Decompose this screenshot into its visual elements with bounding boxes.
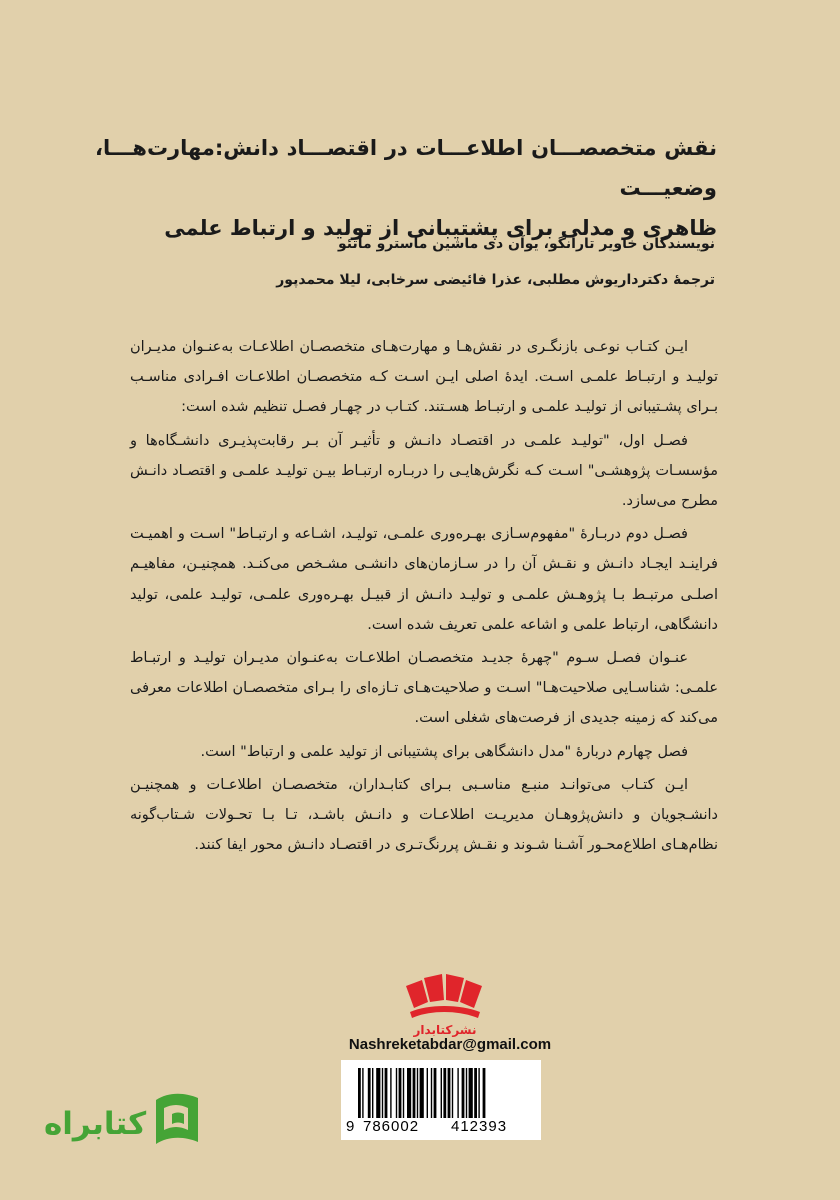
description-paragraph: فصـل اول، "تولیـد علمـی در اقتصـاد دانـش و تأثیـر آن بـر رقابت‌پذیـری دانشـگاه‌ها و مؤسسـات پژوهشـی" اسـت کـه نگرش‌هایـی را دربـاره ارتبـاط بیـن تولیـد علمـی و اقتصـاد دانـش مطرح می‌سازد. — [130, 432, 718, 510]
barcode-bar — [474, 1068, 477, 1118]
barcode-bar — [420, 1068, 424, 1118]
barcode-bar — [372, 1068, 373, 1118]
barcode-bar — [457, 1068, 458, 1118]
barcode-bar — [434, 1068, 437, 1118]
publisher-email: Nashreketabdar@gmail.com — [348, 1036, 552, 1053]
barcode-bar — [443, 1068, 446, 1118]
barcode-bar — [403, 1068, 404, 1118]
barcode-bar — [448, 1068, 451, 1118]
description-paragraph: ایـن کتـاب نوعـی بازنگـری در نقش‌هـا و مهارت‌هـای متخصصـان اطلاعـات به‌عنـوان مدیـران تولیـد و ارتبـاط علمـی اسـت. ایدۀ اصلی ایـن اسـت کـه متخصصـان اطلاعـات افـرادی مناسـب بـرای پشـتیبانی از تولیـد علمـی و ارتبـاط هسـتند. کتـاب در چهـار فصـل تنظیم شده است: — [130, 339, 718, 416]
translators-line: ترجمۀ دکترداریوش مطلبی، عذرا فائیضی سرخابی، لیلا محمدپور — [276, 272, 715, 288]
barcode-digit-first: 9 — [346, 1118, 356, 1135]
ketabrah-book-icon — [150, 1090, 206, 1152]
publisher-logo — [400, 972, 490, 1044]
barcode-bar — [469, 1068, 473, 1118]
isbn-barcode — [341, 1060, 541, 1140]
barcode-bar — [362, 1068, 363, 1118]
barcode-bar — [368, 1068, 371, 1118]
barcode-bar — [358, 1068, 361, 1118]
book-description — [130, 332, 718, 863]
credits — [120, 226, 715, 298]
barcode-digits-left: 786002 — [363, 1118, 420, 1135]
barcode-bar — [417, 1068, 418, 1118]
barcode-bar — [466, 1068, 467, 1118]
barcode-bar — [462, 1068, 465, 1118]
authors-line: نویسندگان خاویر تارانگو، یوآن دی ماشین ماسترو ماتئو — [338, 236, 715, 252]
barcode-bar — [427, 1068, 428, 1118]
barcode-bar — [441, 1068, 442, 1118]
barcode-bar — [407, 1068, 411, 1118]
book-title-line-2: ظاهری و مدلی برای پشتیبانی از تولید و ارتباط علمی — [164, 216, 717, 240]
barcode-bar — [376, 1068, 380, 1118]
barcode-bar — [399, 1068, 402, 1118]
barcode-bar — [382, 1068, 383, 1118]
publisher-logo-icon — [400, 972, 490, 1044]
barcode-bar — [413, 1068, 416, 1118]
description-paragraph: عنـوان فصـل سـوم "چهرۀ جدیـد متخصصـان اطلاعـات به‌عنـوان مدیـران تولیـد و ارتبـاط علمـی: شناسـایی صلاحیت‌هـا" اسـت و صلاحیت‌هـای تـازه‌ای را بـرای متخصصـان اطلاعات معرفی می‌کند که زمینه جدیدی از فرصت‌های شغلی است. — [130, 650, 718, 727]
barcode-bar — [452, 1068, 453, 1118]
barcode-bar — [396, 1068, 397, 1118]
barcode-bar — [431, 1068, 432, 1118]
ketabrah-wordmark: کتابراه — [44, 1106, 147, 1142]
barcode-bars — [358, 1068, 526, 1120]
description-paragraph: فصل چهارم دربارۀ "مدل دانشگاهی برای پشتیبانی از تولید علمی و ارتباط" است. — [200, 743, 688, 760]
barcode-bar — [478, 1068, 479, 1118]
svg-text:نشرکتابدار: نشرکتابدار — [413, 1023, 477, 1037]
description-paragraph: فصـل دوم دربـارۀ "مفهوم‌سـازی بهـره‌وری علمـی، تولیـد، اشـاعه و ارتبـاط" اسـت و اهمیـت فراینـد ایجـاد دانـش و نقـش آن را در سـازمان‌های دانشـی مشـخص می‌کنـد. همچنیـن، مفاهیـم اصلـی مرتبـط بـا پژوهـش علمـی و تولیـد دانـش از قبیـل بهـره‌وری علمـی، تولیـد علمی، تولید دانشگاهی، ارتباط علمی و اشاعه علمی تعریف شده است. — [130, 526, 718, 633]
ketabrah-brand — [30, 1082, 230, 1162]
barcode-bar — [385, 1068, 388, 1118]
book-title-line-1: نقش متخصصـــان اطلاعـــات در اقتصـــاد دانش:مهارت‌هـــا، وضعیـــت — [95, 136, 717, 200]
barcode-bar — [483, 1068, 486, 1118]
barcode-digits-right: 412393 — [451, 1118, 508, 1135]
barcode-bar — [390, 1068, 391, 1118]
description-paragraph: ایـن کتـاب می‌توانـد منبـع مناسـبی بـرای کتابـداران، متخصصـان اطلاعـات و همچنیـن دانشـجویان و دانش‌پژوهـان مدیریـت اطلاعـات و دانـش باشـد، تـا بـا تحـولات شـتاب‌گونه نظام‌هـای اطلاع‌محـور آشـنا شـوند و نقـش پررنگ‌تـری در اقتصـاد دانـش محور ایفا کنند. — [130, 776, 718, 854]
